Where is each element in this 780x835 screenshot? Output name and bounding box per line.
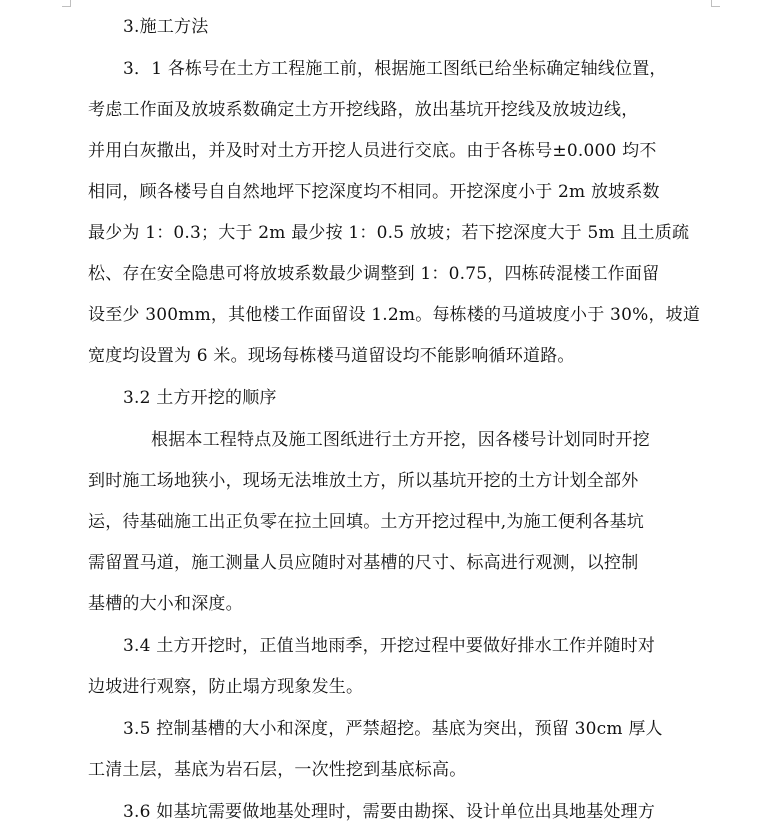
paragraph-3-2-line-2: 到时施工场地狭小，现场无法堆放土方，所以基坑开挖的土方计划全部外 [88,471,639,491]
paragraph-3-2-line-3: 运，待基础施工出正负零在拉土回填。土方开挖过程中,为施工便利各基坑 [88,512,645,532]
paragraph-3-5-line-2: 工清土层，基底为岩石层，一次性挖到基底标高。 [88,760,467,780]
paragraph-3-1-line-5: 最少为 1：0.3；大于 2m 最少按 1：0.5 放坡；若下挖深度大于 5m 且土质疏 [88,223,690,243]
paragraph-3-4-line-1: 3.4 土方开挖时，正值当地雨季，开挖过程中要做好排水工作并随时对 [123,636,656,656]
page-corner-mark-left-horizontal [62,6,71,7]
paragraph-3-1-line-2: 考虑工作面及放坡系数确定土方开挖线路，放出基坑开挖线及放坡边线， [88,100,639,120]
paragraph-3-1-line-3: 并用白灰撒出，并及时对土方开挖人员进行交底。由于各栋号±0.000 均不 [88,141,657,161]
paragraph-3-5-line-1: 3.5 控制基槽的大小和深度，严禁超挖。基底为突出，预留 30cm 厚人 [123,719,663,739]
paragraph-3-1-line-7: 设至少 300mm，其他楼工作面留设 1.2m。每栋楼的马道坡度小于 30%，坡道 [88,305,701,325]
paragraph-3-2-line-1: 根据本工程特点及施工图纸进行土方开挖，因各楼号计划同时开挖 [151,430,650,450]
page-corner-mark-right-horizontal [711,6,720,7]
paragraph-3-1-line-1: 3．1 各栋号在土方工程施工前，根据施工图纸已给坐标确定轴线位置， [123,59,667,79]
section-title: 3.施工方法 [123,17,209,37]
paragraph-3-2-line-5: 基槽的大小和深度。 [88,594,243,614]
paragraph-3-6-line-1: 3.6 如基坑需要做地基处理时，需要由勘探、设计单位出具地基处理方 [123,802,656,822]
paragraph-3-4-line-2: 边坡进行观察，防止塌方现象发生。 [88,677,364,697]
paragraph-3-2-line-4: 需留置马道，施工测量人员应随时对基槽的尺寸、标高进行观测，以控制 [88,553,639,573]
paragraph-3-1-line-8: 宽度均设置为 6 米。现场每栋楼马道留设均不能影响循环道路。 [88,346,575,366]
paragraph-3-1-line-4: 相同，顾各楼号自自然地坪下挖深度均不相同。开挖深度小于 2m 放坡系数 [88,182,660,202]
section-3-2-heading: 3.2 土方开挖的顺序 [123,388,277,408]
paragraph-3-1-line-6: 松、存在安全隐患可将放坡系数最少调整到 1：0.75，四栋砖混楼工作面留 [88,264,660,284]
